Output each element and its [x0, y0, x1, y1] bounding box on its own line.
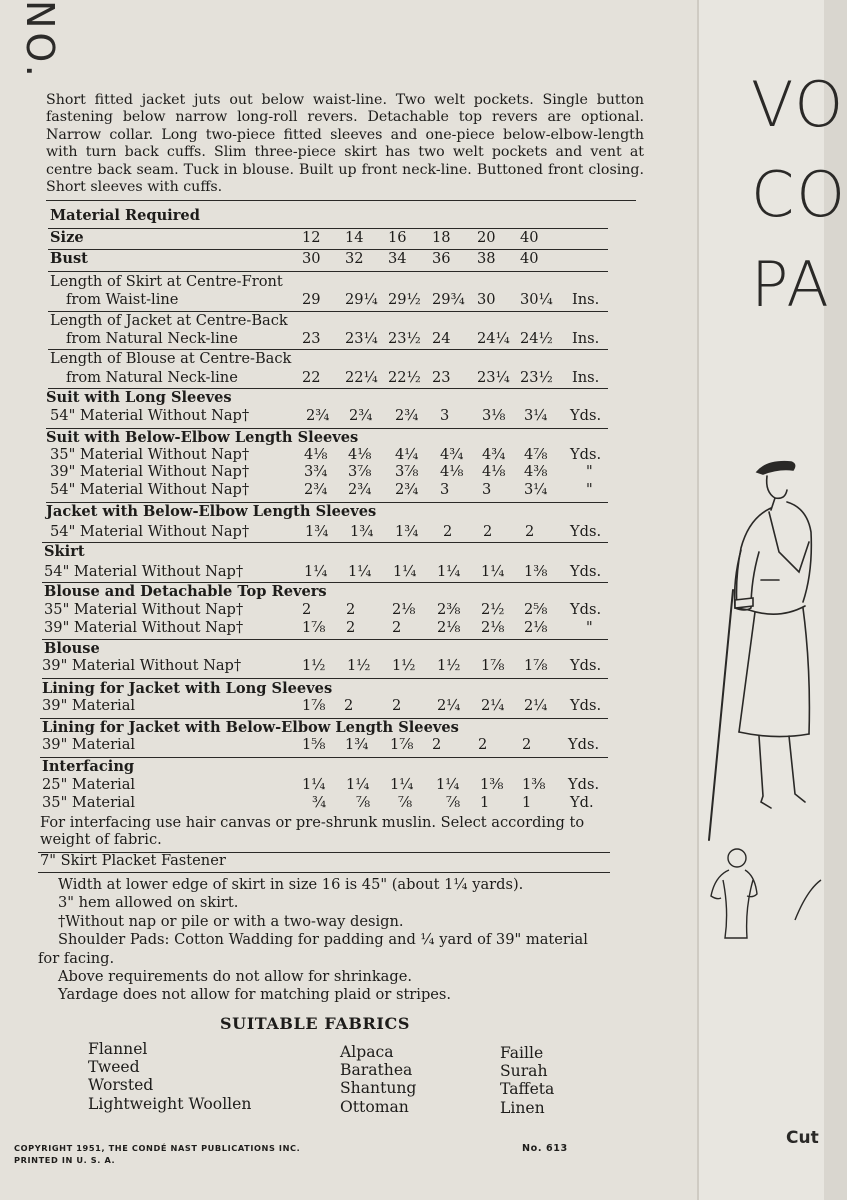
value-cell: 1⅜ — [522, 776, 546, 793]
size-row — [0, 229, 697, 249]
value-cell: 1¾ — [395, 523, 419, 540]
value-cell: 1⅜ — [480, 776, 504, 793]
length-row-values — [0, 369, 697, 389]
value-cell: 1¼ — [302, 776, 326, 793]
value-cell: 3⅞ — [348, 463, 372, 480]
section-title: Interfacing — [42, 758, 135, 775]
value-cell: 23½ — [388, 330, 421, 347]
note-line: 3" hem allowed on skirt. — [58, 894, 239, 912]
value-cell: 1⅞ — [302, 619, 326, 636]
value-cell: 4¼ — [395, 446, 419, 463]
value-cell: 2 — [522, 736, 532, 753]
row-label: 39" Material Without Nap† — [44, 619, 244, 636]
value-cell: 29½ — [388, 291, 421, 308]
divider — [42, 542, 608, 543]
unit-cell: " — [586, 619, 593, 636]
value-cell: 2¼ — [437, 697, 461, 714]
value-cell: 1⅞ — [524, 657, 548, 674]
value-cell: 2 — [443, 523, 453, 540]
bust-cell: 32 — [345, 250, 364, 267]
fabric-item: Worsted — [88, 1076, 154, 1095]
value-cell: 1¾ — [305, 523, 329, 540]
value-cell: 2¾ — [395, 407, 419, 424]
value-cell: 2 — [302, 601, 312, 618]
value-cell: 1½ — [302, 657, 326, 674]
copyright-line: PRINTED IN U. S. A. — [14, 1155, 116, 1165]
value-cell: 4⅛ — [304, 446, 328, 463]
unit-cell: Yds. — [570, 407, 602, 424]
fabric-column — [500, 1044, 554, 1117]
fabric-item: Surah — [500, 1062, 548, 1081]
value-cell: 1¾ — [345, 736, 369, 753]
value-cell: 1½ — [392, 657, 416, 674]
value-cell: 4⅜ — [524, 463, 548, 480]
row-label: Length of Blouse at Centre-Back — [50, 350, 292, 367]
value-cell: 24¼ — [477, 330, 510, 347]
value-cell: 3¼ — [524, 481, 548, 498]
size-cell: 18 — [432, 229, 451, 246]
note-line: Width at lower edge of skirt in size 16 is 45" (about 1¼ yards). — [58, 876, 524, 893]
section-title: Jacket with Below-Elbow Length Sleeves — [46, 503, 377, 520]
divider — [46, 200, 636, 201]
row-label: 54" Material Without Nap† — [50, 407, 250, 424]
notes-block — [38, 876, 598, 1005]
value-cell: 4¾ — [440, 446, 464, 463]
material-row — [0, 736, 697, 756]
length-row — [0, 273, 697, 293]
suitable-fabrics-title: SUITABLE FABRICS — [220, 1014, 411, 1033]
brand-letters: VO — [751, 68, 846, 141]
value-cell: 1¾ — [350, 523, 374, 540]
divider — [48, 271, 608, 272]
unit-cell: Yds. — [568, 776, 600, 793]
value-cell: 2¾ — [304, 481, 328, 498]
brand-letters: CO — [751, 158, 847, 231]
row-label: from Natural Neck-line — [66, 369, 238, 386]
divider — [38, 872, 610, 873]
value-cell: 3 — [482, 481, 492, 498]
value-cell: 23 — [432, 369, 451, 386]
value-cell: 2 — [392, 619, 402, 636]
value-cell: 22½ — [388, 369, 421, 386]
row-label: Length of Jacket at Centre-Back — [50, 312, 288, 329]
material-row — [0, 563, 697, 583]
fabric-item: Taffeta — [500, 1080, 555, 1099]
value-cell: 30 — [477, 291, 496, 308]
fabric-column — [340, 1043, 416, 1116]
copyright-line: COPYRIGHT 1951, THE CONDÉ NAST PUBLICATIONS INC. — [14, 1143, 301, 1153]
brand-letters: PA — [751, 248, 831, 321]
row-label: 39" Material — [42, 736, 136, 753]
material-row — [0, 601, 697, 621]
value-cell: 2⅛ — [524, 619, 548, 636]
value-cell: 2 — [483, 523, 493, 540]
value-cell: 1¼ — [436, 776, 460, 793]
row-label: 54" Material Without Nap† — [50, 481, 250, 498]
value-cell: 4⅞ — [524, 446, 548, 463]
bust-label: Bust — [50, 250, 88, 267]
value-cell: 1 — [522, 794, 532, 811]
value-cell: 3¼ — [524, 407, 548, 424]
value-cell: 2⅛ — [392, 601, 416, 618]
value-cell: 2 — [432, 736, 442, 753]
row-label: 35" Material — [42, 794, 136, 811]
value-cell: 2 — [344, 697, 354, 714]
value-cell: 1¼ — [348, 563, 372, 580]
value-cell: 1¼ — [390, 776, 414, 793]
value-cell: 2½ — [481, 601, 505, 618]
value-cell: 24 — [432, 330, 451, 347]
copyright-notice — [14, 1142, 300, 1166]
value-cell: 30¼ — [520, 291, 553, 308]
value-cell: 2¾ — [395, 481, 419, 498]
value-cell: 2 — [525, 523, 535, 540]
section-title: Lining for Jacket with Long Sleeves — [42, 680, 333, 697]
value-cell: 4¾ — [482, 446, 506, 463]
value-cell: ⅞ — [398, 794, 413, 811]
value-cell: 2 — [346, 619, 356, 636]
value-cell: 22¼ — [345, 369, 378, 386]
row-label: 39" Material — [42, 697, 136, 714]
value-cell: 22 — [302, 369, 321, 386]
placket-row — [0, 852, 697, 872]
bust-cell: 30 — [302, 250, 321, 267]
section-title: Skirt — [44, 543, 85, 560]
unit-cell: Ins. — [572, 369, 600, 386]
value-cell: 3 — [440, 407, 450, 424]
row-label: from Waist-line — [66, 291, 179, 308]
number-heading-text: NO. — [18, 0, 62, 81]
value-cell: 29¼ — [345, 291, 378, 308]
unit-cell: Yds. — [570, 697, 602, 714]
value-cell: 1⅞ — [481, 657, 505, 674]
length-row-values — [0, 330, 697, 350]
material-row — [0, 523, 697, 543]
value-cell: 3 — [440, 481, 450, 498]
material-row — [0, 463, 697, 483]
note-line: †Without nap or pile or with a two-way design. — [58, 912, 404, 930]
table-title: Material Required — [50, 207, 200, 224]
fabric-item: Faille — [500, 1044, 544, 1062]
divider — [42, 678, 608, 679]
unit-cell: Yd. — [570, 794, 594, 811]
pattern-description: Short fitted jacket juts out below waist-line. Two welt pockets. Single button fastening below narrow long-roll revers. Detachable top revers are optional. Narrow collar. Long two-piece fitted sleeves and one-piece below-elbow-length with turn back cuffs. Slim three-piece skirt has two welt pockets and vent at centre back seam. Tuck in blouse. Built up front neck-line. Buttoned front closing. Short sleeves with cuffs. — [46, 92, 644, 196]
unit-cell: Yds. — [570, 523, 602, 540]
section-title: Blouse — [44, 640, 100, 657]
value-cell: 29¾ — [432, 291, 465, 308]
fabric-column — [88, 1040, 251, 1113]
value-cell: 4⅛ — [348, 446, 372, 463]
length-row-values — [0, 291, 697, 311]
section-title: Suit with Below-Elbow Length Sleeves — [46, 429, 359, 446]
fabric-item: Shantung — [340, 1079, 417, 1098]
note-line: Shoulder Pads: Cotton Wadding for padding and ¼ yard of 39" material for facing. — [38, 931, 588, 967]
value-cell: 2¼ — [481, 697, 505, 714]
value-cell: 2⅜ — [437, 601, 461, 618]
bust-cell: 38 — [477, 250, 496, 267]
value-cell: 2⅝ — [524, 601, 548, 618]
unit-cell: Yds. — [568, 736, 600, 753]
value-cell: 2¾ — [306, 407, 330, 424]
fashion-illustration — [699, 440, 824, 960]
value-cell: 2⅛ — [437, 619, 461, 636]
note-line: Above requirements do not allow for shrinkage. — [58, 968, 412, 986]
unit-cell: " — [586, 463, 593, 480]
value-cell: 23¼ — [477, 369, 510, 386]
section-title: Blouse and Detachable Top Revers — [44, 583, 327, 600]
section-title: Suit with Long Sleeves — [46, 389, 232, 406]
value-cell: 1⅝ — [302, 736, 326, 753]
value-cell: 1 — [480, 794, 490, 811]
row-label: from Natural Neck-line — [66, 330, 238, 347]
note-line: Yardage does not allow for matching plaid or stripes. — [58, 986, 452, 1004]
material-row — [0, 776, 697, 796]
value-cell: 23 — [302, 330, 321, 347]
value-cell: 1⅜ — [524, 563, 548, 580]
fabric-item: Barathea — [340, 1061, 413, 1080]
value-cell: 3⅛ — [482, 407, 506, 424]
unit-cell: Yds. — [570, 563, 602, 580]
size-cell: 14 — [345, 229, 364, 246]
row-label: Length of Skirt at Centre-Front — [50, 273, 283, 290]
fabric-item: Alpaca — [340, 1043, 394, 1061]
size-cell: 20 — [477, 229, 496, 246]
material-row — [0, 407, 697, 427]
bust-row — [0, 250, 697, 270]
value-cell: 1½ — [437, 657, 461, 674]
value-cell: 1¼ — [393, 563, 417, 580]
value-cell: 4⅛ — [440, 463, 464, 480]
value-cell: ⅞ — [356, 794, 371, 811]
bust-cell: 40 — [520, 250, 539, 267]
unit-cell: Yds. — [570, 657, 602, 674]
material-row — [0, 697, 697, 717]
divider — [42, 639, 608, 640]
value-cell: 4⅛ — [482, 463, 506, 480]
row-label: 35" Material Without Nap† — [44, 601, 244, 618]
unit-cell: Ins. — [572, 291, 600, 308]
section-title: Lining for Jacket with Below-Elbow Length Sleeves — [42, 719, 459, 736]
envelope-front-panel — [697, 0, 847, 1200]
value-cell: 1½ — [347, 657, 371, 674]
value-cell: ¾ — [312, 794, 327, 811]
value-cell: 29 — [302, 291, 321, 308]
fabric-item: Tweed — [88, 1058, 140, 1077]
row-label: 39" Material Without Nap† — [42, 657, 242, 674]
value-cell: 1¼ — [346, 776, 370, 793]
bust-cell: 34 — [388, 250, 407, 267]
size-cell: 40 — [520, 229, 539, 246]
value-cell: 2 — [392, 697, 402, 714]
unit-cell: Yds. — [570, 601, 602, 618]
cut-label: Cut — [786, 1128, 819, 1148]
value-cell: 2¾ — [349, 407, 373, 424]
bust-cell: 36 — [432, 250, 451, 267]
value-cell: 2⅛ — [481, 619, 505, 636]
value-cell: 24½ — [520, 330, 553, 347]
placket-label: 7" Skirt Placket Fastener — [40, 852, 226, 869]
value-cell: 2¾ — [348, 481, 372, 498]
fabric-item: Ottoman — [340, 1097, 409, 1116]
value-cell: 2 — [346, 601, 356, 618]
material-row — [0, 619, 697, 639]
unit-cell: Ins. — [572, 330, 600, 347]
value-cell: 1⅞ — [302, 697, 326, 714]
value-cell: 2 — [478, 736, 488, 753]
material-row — [0, 657, 697, 677]
length-row — [0, 350, 697, 370]
value-cell: 3⅞ — [395, 463, 419, 480]
value-cell: 23¼ — [345, 330, 378, 347]
value-cell: 1¼ — [437, 563, 461, 580]
length-row — [0, 312, 697, 332]
size-cell: 16 — [388, 229, 407, 246]
rotated-number-heading — [18, 0, 62, 90]
pattern-number: No. 613 — [522, 1143, 568, 1154]
fabric-item: Lightweight Woollen — [88, 1094, 252, 1113]
unit-cell: Yds. — [570, 446, 602, 463]
interfacing-note: For interfacing use hair canvas or pre-shrunk muslin. Select according to weight of fabric. — [40, 814, 585, 849]
value-cell: 23½ — [520, 369, 553, 386]
row-label: 25" Material — [42, 776, 136, 793]
value-cell: 3¾ — [304, 463, 328, 480]
value-cell: 2¼ — [524, 697, 548, 714]
value-cell: 1⅞ — [390, 736, 414, 753]
value-cell: 1¼ — [481, 563, 505, 580]
value-cell: 1¼ — [304, 563, 328, 580]
row-label: 54" Material Without Nap† — [50, 523, 250, 540]
row-label: 39" Material Without Nap† — [50, 463, 250, 480]
size-cell: 12 — [302, 229, 321, 246]
fabric-item: Linen — [500, 1098, 545, 1117]
size-label: Size — [50, 229, 84, 246]
unit-cell: " — [586, 481, 593, 498]
value-cell: ⅞ — [446, 794, 461, 811]
material-row — [0, 794, 697, 814]
row-label: 54" Material Without Nap† — [44, 563, 244, 580]
row-label: 35" Material Without Nap† — [50, 446, 250, 463]
fabric-item: Flannel — [88, 1040, 148, 1058]
material-row — [0, 481, 697, 501]
